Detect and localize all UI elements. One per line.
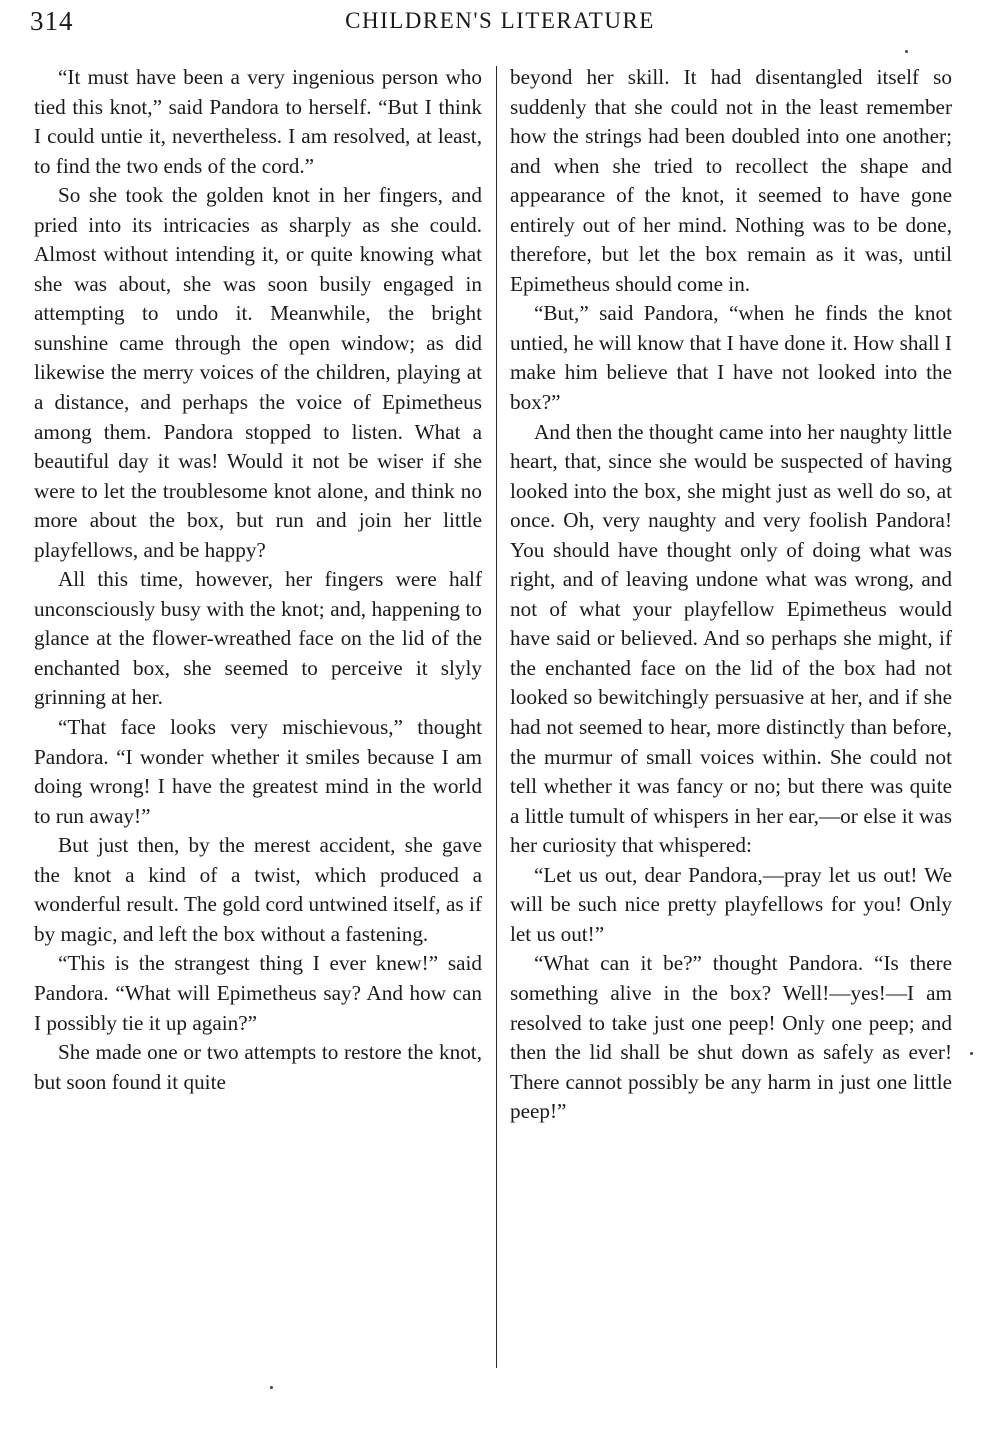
paragraph: “That face looks very mischievous,” thought Pandora. “I wonder whether it smiles because I am doing wrong! I have the greatest mind in the world to run away!” (34, 715, 482, 828)
paragraph: “What can it be?” thought Pandora. “Is there something alive in the box? Well!—yes!—I am resolved to take just one peep! Only one peep; and then the lid shall be shut down as safely as ever! There cannot possibly be any harm in just one little peep!” (510, 951, 952, 1124)
paragraph: But just then, by the merest accident, she gave the knot a kind of a twist, which produced a wonderful result. The gold cord untwined itself, as if by magic, and left the box without a fastening. (34, 833, 482, 946)
paragraph: “Let us out, dear Pandora,—pray let us out! We will be such nice pretty playfellows for you! Only let us out!” (510, 862, 952, 946)
print-speck (970, 1052, 973, 1055)
print-speck (270, 1386, 273, 1389)
paragraph: She made one or two attempts to restore the knot, but soon found it quite (34, 1040, 482, 1094)
running-title: CHILDREN'S LITERATURE (345, 8, 655, 33)
left-column (34, 63, 482, 1097)
paragraph: And then the thought came into her naughty little heart, that, since she would be suspected of having looked into the box, she might just as well do so, at once. Oh, very naughty and very foolish Pandora! You should have thought only of doing what was right, and of leaving undone what was wrong, and not of what your playfellow Epimetheus would have said or believed. And so perhaps she might, if the enchanted face on the lid of the box had not looked so bewitchingly persuasive at her, and if she had not seemed to hear, more distinctly than before, the murmur of small voices within. She could not tell whether it was fancy or no; but there was quite a little tumult of whispers in her ear,—or else it was her curiosity that whispered: (510, 419, 952, 858)
right-column (510, 63, 952, 1127)
paragraph-continued: beyond her skill. It had disentangled itself so suddenly that she could not in the least remember how the strings had been doubled into one another; and when she tried to recollect the shape and appearance of the knot, it seemed to have gone entirely out of her mind. Nothing was to be done, therefore, but let the box remain as it was, until Epimetheus should come in. (510, 65, 952, 296)
page-header (28, 4, 972, 40)
paragraph: So she took the golden knot in her fingers, and pried into its intricacies as sharply as she could. Almost without intending it, or quite knowing what she was about, she was soon busily engaged in attempting to undo it. Meanwhile, the bright sunshine came through the open window; as did likewise the merry voices of the children, playing at a distance, and perhaps the voice of Epimetheus among them. Pandora stopped to listen. What a beautiful day it was! Would it not be wiser if she were to let the troublesome knot alone, and think no more about the box, but run and join her little playfellows, and be happy? (34, 183, 482, 562)
paragraph: “This is the strangest thing I ever knew!” said Pandora. “What will Epimetheus say? And how can I possibly tie it up again?” (34, 951, 482, 1035)
page-number: 314 (30, 6, 74, 36)
paragraph: All this time, however, her fingers were half unconsciously busy with the knot; and, happening to glance at the flower-wreathed face on the lid of the enchanted box, she seemed to perceive it slyly grinning at her. (34, 567, 482, 710)
paragraph: “But,” said Pandora, “when he finds the knot untied, he will know that I have done it. How shall I make him believe that I have not looked into the box?” (510, 301, 952, 415)
paragraph: “It must have been a very ingenious person who tied this knot,” said Pandora to herself. “But I think I could untie it, nevertheless. I am resolved, at least, to find the two ends of the cord.” (34, 65, 482, 178)
column-divider (496, 66, 497, 1368)
print-speck (905, 50, 908, 53)
